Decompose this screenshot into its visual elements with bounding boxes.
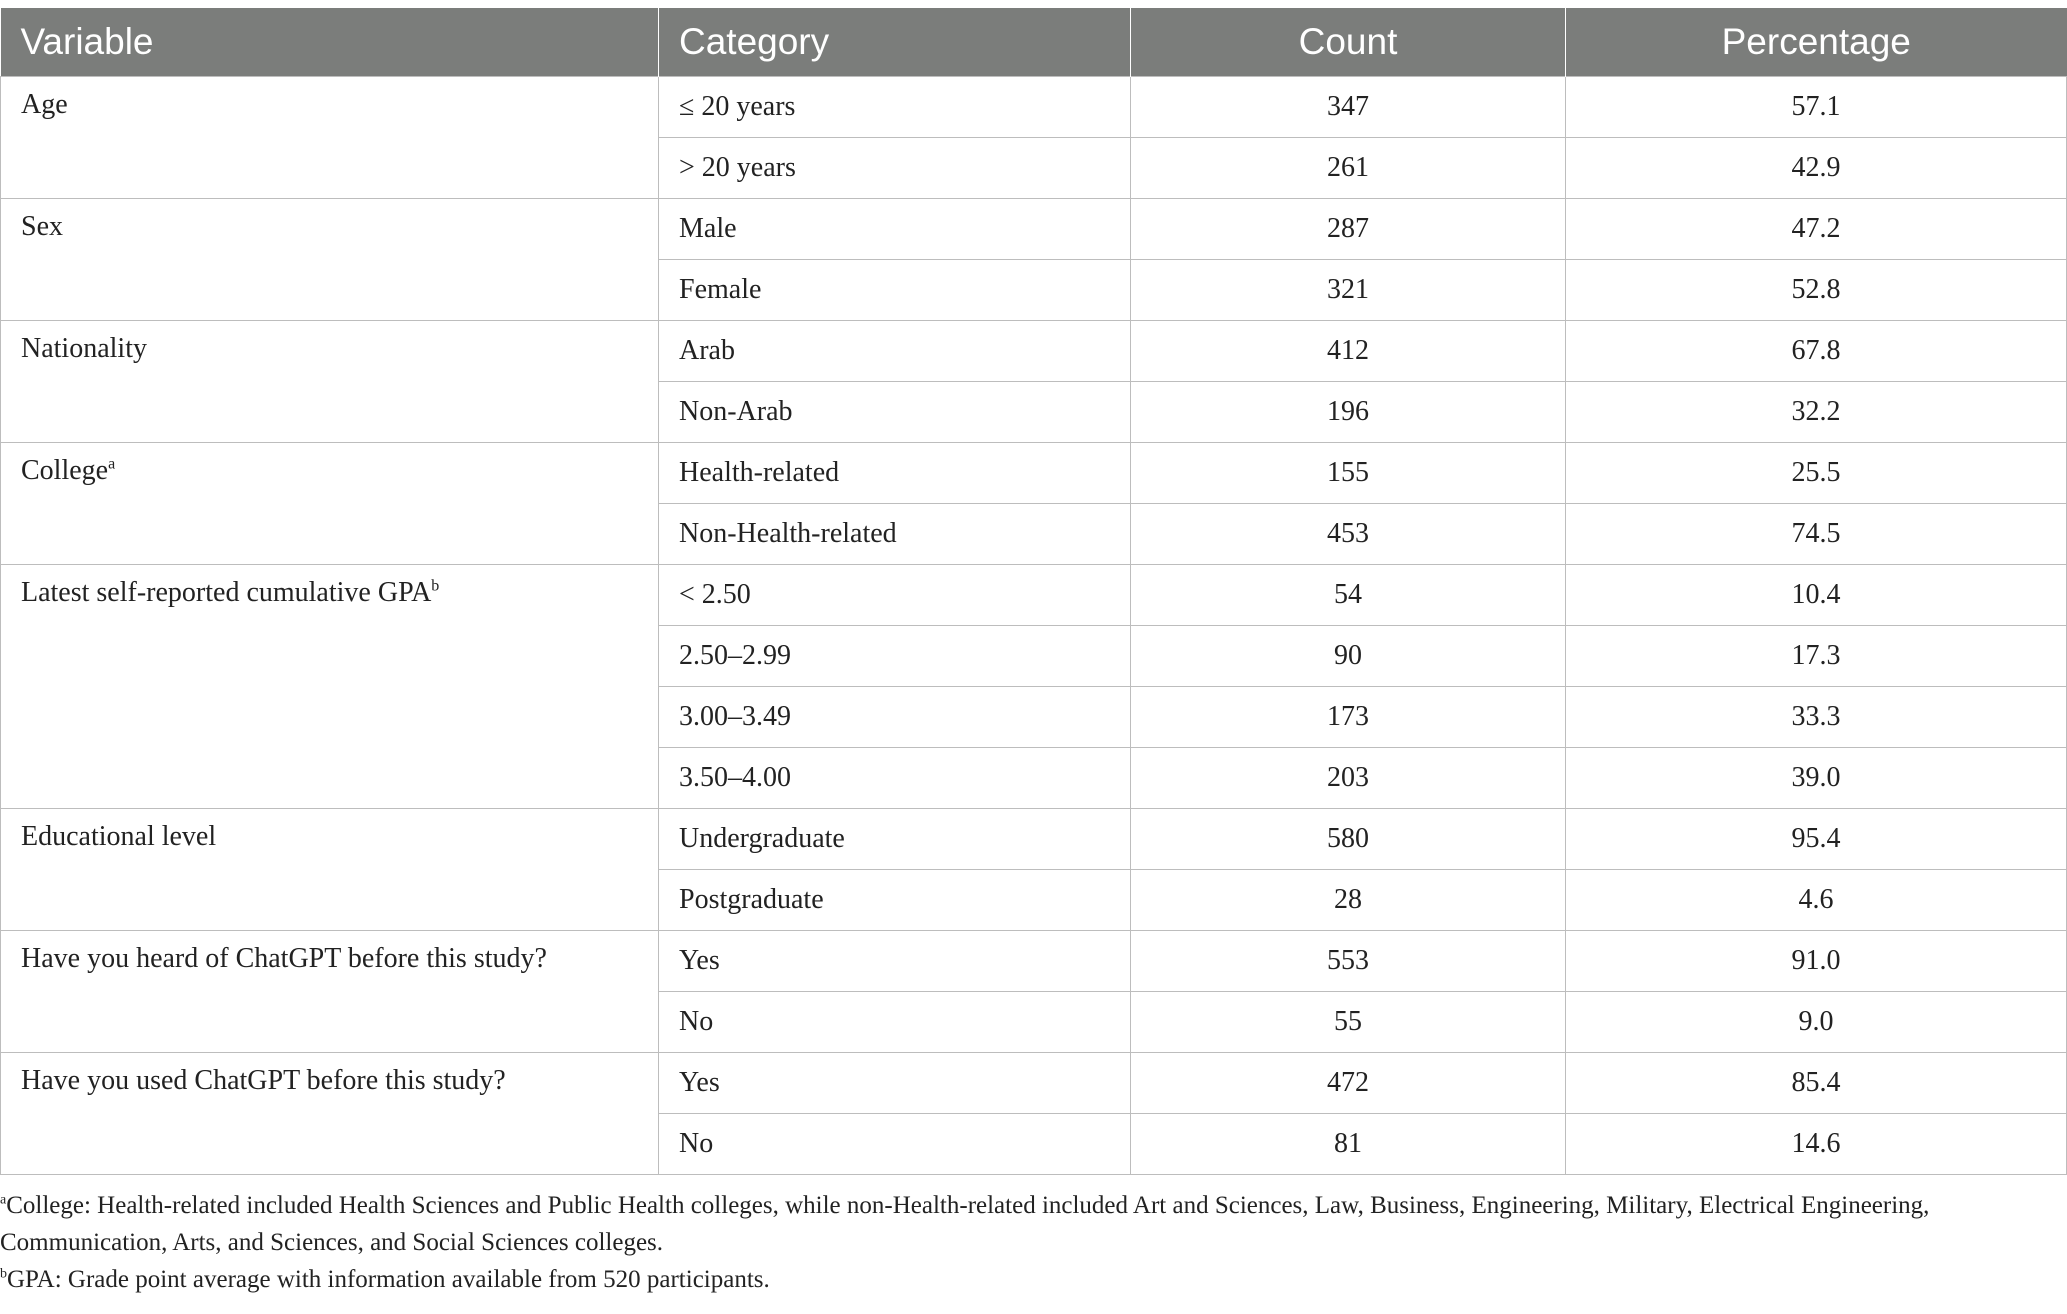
variable-label: Have you used ChatGPT before this study? bbox=[21, 1065, 506, 1096]
category-cell: Arab bbox=[659, 321, 1131, 382]
count-cell: 54 bbox=[1131, 565, 1566, 626]
variable-label: Latest self-reported cumulative GPA bbox=[21, 577, 432, 608]
table-row bbox=[1, 443, 2067, 504]
table-row bbox=[1, 321, 2067, 382]
percentage-cell: 4.6 bbox=[1566, 870, 2067, 931]
table-row bbox=[1, 1053, 2067, 1114]
count-cell: 81 bbox=[1131, 1114, 1566, 1175]
percentage-cell: 67.8 bbox=[1566, 321, 2067, 382]
percentage-cell: 85.4 bbox=[1566, 1053, 2067, 1114]
table-row bbox=[1, 199, 2067, 260]
category-cell: No bbox=[659, 992, 1131, 1053]
percentage-cell: 10.4 bbox=[1566, 565, 2067, 626]
variable-cell bbox=[1, 77, 659, 199]
category-cell: 3.00–3.49 bbox=[659, 687, 1131, 748]
variable-label: Nationality bbox=[21, 333, 147, 364]
table-footnotes bbox=[0, 1187, 2066, 1298]
category-cell: 3.50–4.00 bbox=[659, 748, 1131, 809]
count-cell: 90 bbox=[1131, 626, 1566, 687]
variable-cell bbox=[1, 443, 659, 565]
count-cell: 553 bbox=[1131, 931, 1566, 992]
category-cell: Undergraduate bbox=[659, 809, 1131, 870]
demographics-table bbox=[0, 8, 2067, 1175]
footnote-b bbox=[0, 1261, 2066, 1298]
count-cell: 287 bbox=[1131, 199, 1566, 260]
percentage-cell: 25.5 bbox=[1566, 443, 2067, 504]
table-row bbox=[1, 77, 2067, 138]
category-cell: Female bbox=[659, 260, 1131, 321]
percentage-cell: 9.0 bbox=[1566, 992, 2067, 1053]
count-cell: 580 bbox=[1131, 809, 1566, 870]
percentage-cell: 74.5 bbox=[1566, 504, 2067, 565]
category-cell: Non-Health-related bbox=[659, 504, 1131, 565]
footnote-mark: b bbox=[0, 1266, 7, 1282]
table-row bbox=[1, 809, 2067, 870]
count-cell: 261 bbox=[1131, 138, 1566, 199]
table-body bbox=[1, 77, 2067, 1175]
percentage-cell: 42.9 bbox=[1566, 138, 2067, 199]
count-cell: 196 bbox=[1131, 382, 1566, 443]
footnote-mark: a bbox=[0, 1192, 7, 1208]
category-cell: Health-related bbox=[659, 443, 1131, 504]
header-row bbox=[1, 8, 2067, 77]
category-cell: 2.50–2.99 bbox=[659, 626, 1131, 687]
variable-label: Educational level bbox=[21, 821, 217, 852]
variable-label: Sex bbox=[21, 211, 63, 242]
variable-label: Age bbox=[21, 89, 68, 120]
percentage-cell: 57.1 bbox=[1566, 77, 2067, 138]
variable-cell bbox=[1, 565, 659, 809]
variable-cell bbox=[1, 931, 659, 1053]
table-row bbox=[1, 931, 2067, 992]
variable-cell bbox=[1, 809, 659, 931]
category-cell: Yes bbox=[659, 1053, 1131, 1114]
category-cell: < 2.50 bbox=[659, 565, 1131, 626]
table-header bbox=[1, 8, 2067, 77]
percentage-cell: 47.2 bbox=[1566, 199, 2067, 260]
variable-cell bbox=[1, 1053, 659, 1175]
header-percentage: Percentage bbox=[1566, 8, 2067, 77]
footnote-text: College: Health-related included Health Sciences and Public Health colleges, while non-Health-related included Art and Sciences, Law, Business, Engineering, Military, Electrical Engineering, Communication, Arts, and Sciences, and Social Sciences colleges. bbox=[0, 1192, 1930, 1256]
variable-label: College bbox=[21, 455, 109, 486]
category-cell: Male bbox=[659, 199, 1131, 260]
footnote-a bbox=[0, 1187, 2066, 1261]
count-cell: 321 bbox=[1131, 260, 1566, 321]
count-cell: 28 bbox=[1131, 870, 1566, 931]
count-cell: 155 bbox=[1131, 443, 1566, 504]
percentage-cell: 91.0 bbox=[1566, 931, 2067, 992]
percentage-cell: 17.3 bbox=[1566, 626, 2067, 687]
percentage-cell: 33.3 bbox=[1566, 687, 2067, 748]
variable-cell bbox=[1, 199, 659, 321]
count-cell: 55 bbox=[1131, 992, 1566, 1053]
count-cell: 412 bbox=[1131, 321, 1566, 382]
percentage-cell: 14.6 bbox=[1566, 1114, 2067, 1175]
footnote-marker: a bbox=[108, 455, 116, 473]
header-count: Count bbox=[1131, 8, 1566, 77]
variable-label: Have you heard of ChatGPT before this study? bbox=[21, 943, 547, 974]
footnote-text: GPA: Grade point average with information available from 520 participants. bbox=[7, 1266, 770, 1293]
count-cell: 453 bbox=[1131, 504, 1566, 565]
header-category: Category bbox=[659, 8, 1131, 77]
category-cell: Non-Arab bbox=[659, 382, 1131, 443]
category-cell: No bbox=[659, 1114, 1131, 1175]
footnote-marker: b bbox=[431, 577, 440, 595]
percentage-cell: 95.4 bbox=[1566, 809, 2067, 870]
category-cell: Yes bbox=[659, 931, 1131, 992]
count-cell: 173 bbox=[1131, 687, 1566, 748]
count-cell: 472 bbox=[1131, 1053, 1566, 1114]
percentage-cell: 39.0 bbox=[1566, 748, 2067, 809]
percentage-cell: 32.2 bbox=[1566, 382, 2067, 443]
category-cell: > 20 years bbox=[659, 138, 1131, 199]
header-variable: Variable bbox=[1, 8, 659, 77]
category-cell: Postgraduate bbox=[659, 870, 1131, 931]
count-cell: 203 bbox=[1131, 748, 1566, 809]
count-cell: 347 bbox=[1131, 77, 1566, 138]
table-row bbox=[1, 565, 2067, 626]
variable-cell bbox=[1, 321, 659, 443]
percentage-cell: 52.8 bbox=[1566, 260, 2067, 321]
category-cell: ≤ 20 years bbox=[659, 77, 1131, 138]
